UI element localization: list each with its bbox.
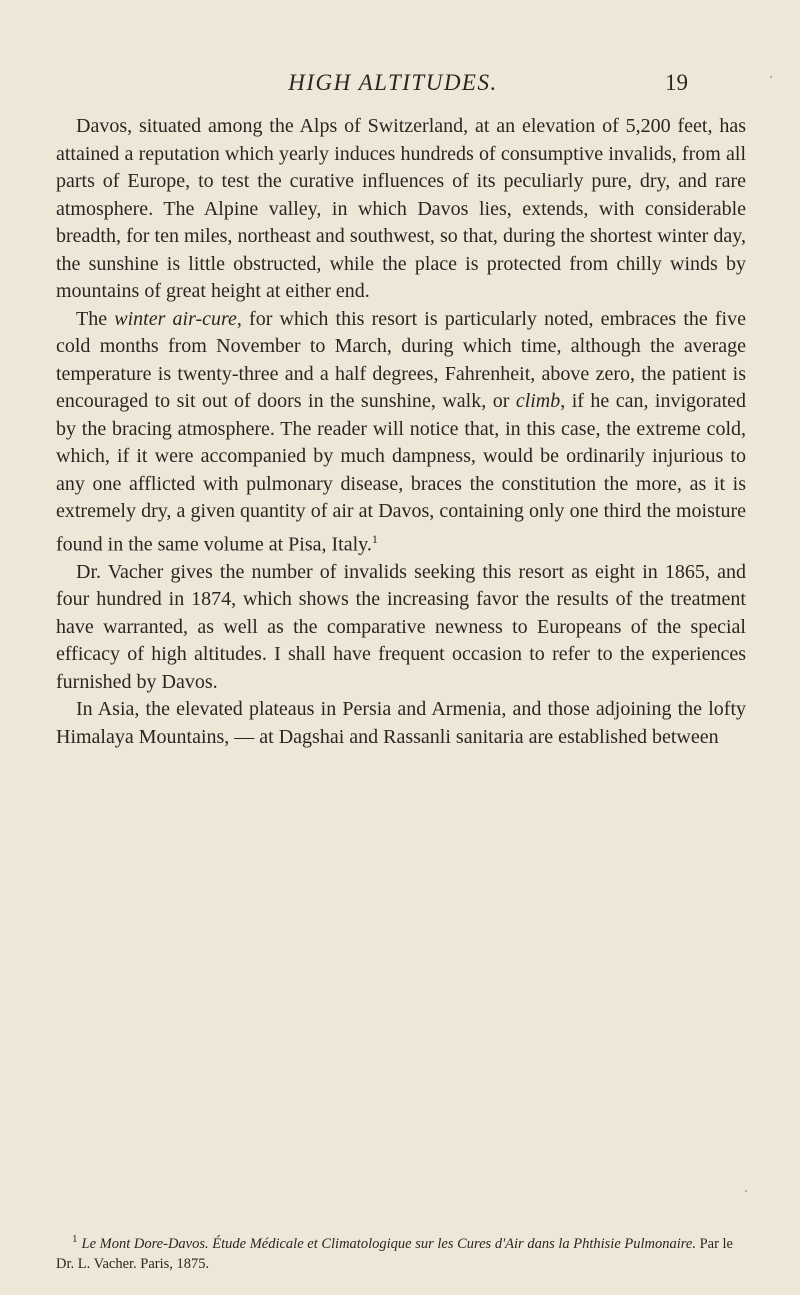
paper-speck [745,1190,747,1192]
page-header [38,70,748,104]
body-text [56,113,746,751]
footnote-author: Par le Dr. L. Vacher. Paris, 1875. [56,1235,733,1272]
paragraph-text: , for which this resort is particularly noted, embraces the five cold months from November to March, during which time, although the average temperature is twenty-three and a half degrees, Fahrenheit, above zero, the patient is encouraged to sit out of doors in the sunshine, walk, or [56,307,746,412]
paragraph-text: The [76,307,115,330]
footnote-number: 1 [72,1233,78,1245]
emphasis-climb: climb [515,390,561,412]
footnote [56,1229,746,1274]
footnote-reference: 1 [371,531,378,546]
paper-speck [770,76,772,78]
paragraph-davos-intro [56,113,746,306]
paragraph-text: In Asia, the elevated plateaus in Persia and Armenia, and those adjoining the lofty Himalaya Mountains, — at Dagshai and Rassanli sanitaria are established between [56,698,746,748]
paragraph-asia [56,696,746,751]
paragraph-text: Dr. Vacher gives the number of invalids seeking this resort as eight in 1865, and four hundred in 1874, which shows the increasing favor the results of the treatment have warranted, as well as the comparative newness to Europeans of the special efficacy of high altitudes. I shall have frequent occasion to refer to the experiences furnished by Davos. [56,560,746,693]
running-head: HIGH ALTITUDES. [288,70,498,95]
paragraph-dr-vacher [56,559,746,697]
emphasis-winter-air-cure: winter air-cure [114,307,237,330]
paragraph-winter-air-cure [56,306,746,559]
paragraph-text: Davos, situated among the Alps of Switzerland, at an elevation of 5,200 feet, has attained a reputation which yearly induces hundreds of consumptive invalids, from all parts of Europe, to test the curative influences of its peculiarly pure, dry, and rare atmosphere. The Alpine valley, in which Davos lies, extends, with considerable breadth, for ten miles, northeast and southwest, so that, during the shortest winter day, the sunshine is little obstructed, while the place is protected from chilly winds by mountains of great height at either end. [56,115,746,302]
page-number: 19 [665,70,688,95]
paragraph-text: , if he can, invigorated by the bracing atmosphere. The reader will notice that, in this case, the extreme cold, which, if it were accompanied by much dampness, would be ordinarily injurious to any one afflicted with pulmonary disease, braces the constitution the more, as it is extremely dry, a given quantity of air at Davos, containing only one third the moisture found in the same volume at Pisa, Italy. [56,390,746,556]
footnote-title: Le Mont Dore-Davos. Étude Médicale et Climatologique sur les Cures d'Air dans la Phthisie Pulmonaire. [81,1235,696,1252]
